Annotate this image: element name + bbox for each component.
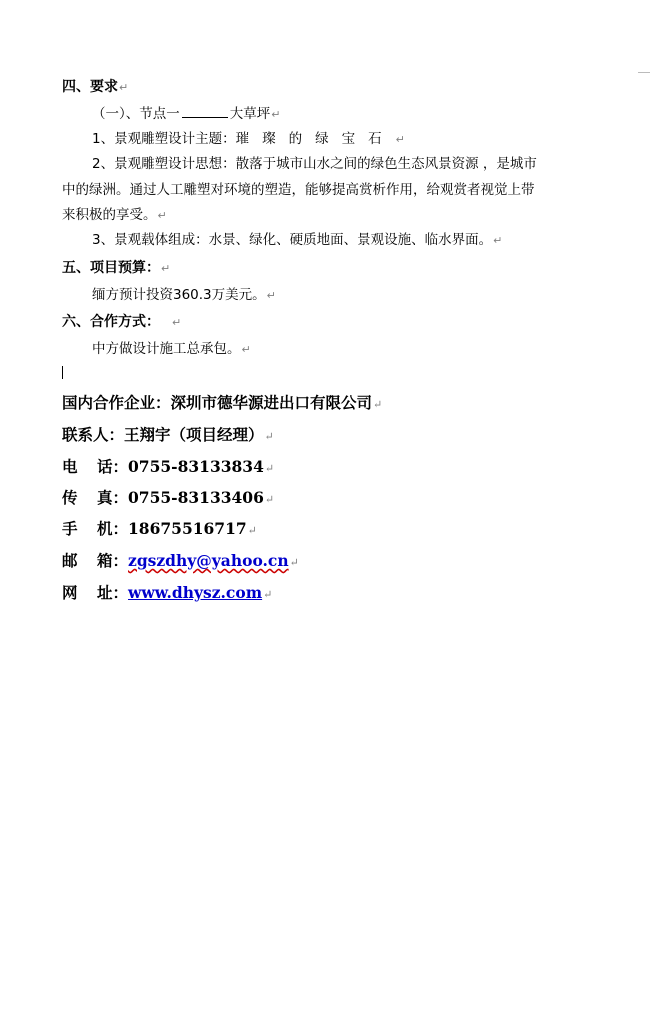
paragraph-mark-icon: ↵: [373, 398, 383, 411]
paragraph-mark-icon: ↵: [172, 316, 182, 329]
paragraph-mark-icon: ↵: [247, 524, 257, 537]
section-4-heading: [62, 77, 128, 98]
paragraph-mark-icon: ↵: [493, 234, 503, 247]
paragraph-mark-icon: ↵: [119, 81, 129, 94]
email-link[interactable]: zgszdhy@yahoo.cn: [128, 551, 289, 570]
cooperation-text: 中方做设计施工总承包。: [92, 341, 241, 357]
mobile-number: 18675516717: [128, 519, 247, 538]
website-link[interactable]: www.dhysz.com: [128, 583, 263, 602]
section-5-body: [92, 285, 276, 306]
item-1-theme: 璀璨的绿宝石: [235, 131, 395, 147]
company-line: [62, 392, 382, 416]
item-2-line-2: 中的绿洲。通过人工雕塑对环境的塑造，能够提高赏析作用，给观赏者视觉上带: [62, 182, 535, 198]
item-3-line: [92, 230, 502, 251]
paragraph-mark-icon: ↵: [263, 588, 273, 601]
email-label-1: 邮: [62, 551, 78, 570]
section-5-heading-text: 五、项目预算：: [62, 260, 160, 276]
company-label: 国内合作企业：: [62, 393, 171, 412]
section-5-heading: [62, 258, 170, 279]
fax-label-2: 真：: [97, 488, 129, 507]
item-3-text: 3、景观载体组成：水景、绿化、硬质地面、景观设施、临水界面。: [92, 232, 493, 248]
node-line: [92, 104, 280, 125]
phone-line: [62, 456, 274, 480]
fax-line: [62, 487, 274, 511]
web-label-1: 网: [62, 583, 78, 602]
paragraph-mark-icon: ↵: [161, 262, 171, 275]
paragraph-mark-icon: ↵: [264, 430, 274, 443]
paragraph-mark-icon: ↵: [157, 209, 167, 222]
node-name: 大草坪: [229, 106, 271, 122]
paragraph-mark-icon: ↵: [271, 108, 281, 121]
mobile-line: [62, 518, 257, 542]
contact-person-label: 联系人：: [62, 425, 125, 444]
paragraph-mark-icon: ↵: [266, 289, 276, 302]
section-4-heading-text: 四、要求: [62, 79, 118, 95]
section-6-body: [92, 339, 251, 360]
paragraph-mark-icon: ↵: [241, 343, 251, 356]
section-6-heading-text: 六、合作方式：: [62, 314, 160, 330]
contact-person-name: 王翔宇（项目经理）: [124, 425, 264, 444]
web-label-2: 址：: [97, 583, 129, 602]
mobile-label-1: 手: [62, 519, 78, 538]
node-prefix: （一）、节点一: [92, 106, 180, 122]
email-label-2: 箱：: [97, 551, 129, 570]
email-line: [62, 550, 299, 574]
item-1-line: [92, 129, 405, 150]
text-cursor[interactable]: [62, 366, 63, 379]
section-6-heading: [62, 312, 181, 333]
item-1-label: 1、景观雕塑设计主题：: [92, 131, 236, 147]
phone-label-1: 电: [62, 457, 78, 476]
fax-number: 0755-83133406: [128, 488, 264, 507]
paragraph-mark-icon: ↵: [289, 556, 299, 569]
item-2-line-3-wrap: [62, 205, 167, 226]
paragraph-mark-icon: ↵: [395, 133, 405, 146]
page-margin-marker: [638, 72, 650, 73]
mobile-label-2: 机：: [97, 519, 129, 538]
website-line: [62, 582, 272, 606]
fax-label-1: 传: [62, 488, 78, 507]
node-blank-underline: [182, 104, 228, 118]
paragraph-mark-icon: ↵: [264, 493, 275, 506]
paragraph-mark-icon: ↵: [264, 462, 275, 475]
budget-text: 缅方预计投资360.3万美元。: [92, 287, 266, 303]
company-name: 深圳市德华源进出口有限公司: [170, 393, 373, 412]
phone-label-2: 话：: [97, 457, 129, 476]
item-2-line-3: 来积极的享受。: [62, 207, 157, 223]
phone-number: 0755-83133834: [128, 457, 264, 476]
contact-person-line: [62, 424, 274, 448]
item-2-line-1: 2、景观雕塑设计思想：散落于城市山水之间的绿色生态风景资源 ，是城市: [92, 156, 537, 172]
